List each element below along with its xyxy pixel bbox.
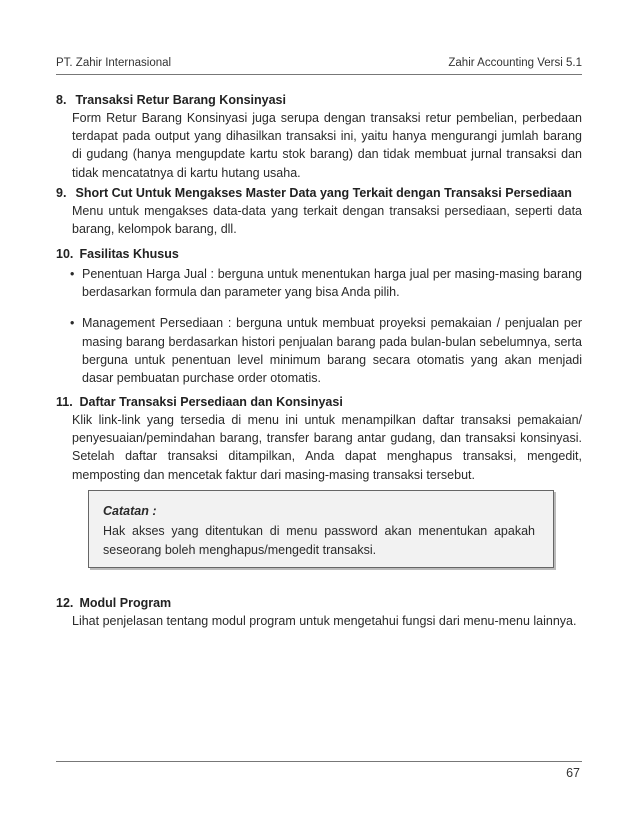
section-number: 11. [56, 395, 73, 409]
note-title: Catatan : [103, 504, 157, 518]
bullet-text: Penentuan Harga Jual : berguna untuk menentukan harga jual per masing-masing barang berdasarkan formula dan parameter yang bisa Anda pilih. [82, 267, 582, 300]
note-body: Hak akses yang ditentukan di menu password akan menentukan apakah seseorang boleh menghapus/mengedit transaksi. [103, 524, 535, 557]
header-divider [56, 74, 582, 75]
section-heading [56, 185, 582, 202]
bullet-item [70, 265, 582, 301]
section-number: 12. [56, 596, 74, 610]
section-title: Transaksi Retur Barang Konsinyasi [75, 93, 286, 107]
section-body: Klik link-link yang tersedia di menu ini untuk menampilkan daftar transaksi pemakaian/ penyesuaian/pemindahan barang, transfer barang antar gudang, dan transaksi konsinyasi. Setelah daftar transaksi ditampilkan, Anda dapat menghapus transaksi, mengedit, memposting dan mencetak faktur dari masing-masing transaksi tersebut. [72, 413, 582, 482]
section-12 [56, 595, 582, 630]
section-heading [56, 246, 582, 263]
header-product: Zahir Accounting Versi 5.1 [448, 57, 582, 69]
section-number: 8. [56, 93, 67, 107]
section-8 [56, 92, 582, 182]
section-number: 10. [56, 247, 74, 261]
bullet-text: Management Persediaan : berguna untuk membuat proyeksi pemakaian / penjualan per masing barang berdasarkan histori penjualan barang pada bulan-bulan sebelumnya, serta berguna untuk penentuan level minimum barang secara otomatis yang akan menjadi dasar pembuatan purchase order otomatis. [82, 316, 582, 386]
bullet-icon: • [70, 316, 75, 331]
section-title: Modul Program [79, 596, 172, 610]
section-body: Lihat penjelasan tentang modul program untuk mengetahui fungsi dari menu-menu lainnya. [72, 614, 577, 628]
section-11 [56, 394, 582, 484]
section-heading [56, 595, 582, 612]
section-title: Short Cut Untuk Mengakses Master Data yang Terkait dengan Transaksi Persediaan [75, 186, 572, 200]
section-9 [56, 185, 582, 238]
section-body: Menu untuk mengakses data-data yang terkait dengan transaksi persediaan, seperti data barang, kelompok barang, dll. [72, 204, 582, 237]
section-title: Fasilitas Khusus [79, 247, 179, 261]
bullet-item [70, 314, 582, 387]
section-body: Form Retur Barang Konsinyasi juga serupa dengan transaksi retur pembelian, perbedaan terdapat pada output yang dihasilkan transaksi ini, yaitu hanya mengurangi jumlah barang di gudang (hanya mengupdate kartu stok barang) dan tidak membuat jurnal transaksi dan tidak mencatatnya di kartu hutang usaha. [72, 111, 582, 180]
section-heading [56, 92, 582, 109]
section-heading [56, 394, 582, 411]
page-number: 67 [566, 766, 580, 780]
bullet-icon: • [70, 267, 75, 281]
section-title: Daftar Transaksi Persediaan dan Konsinyasi [79, 395, 343, 409]
footer-divider [56, 761, 582, 762]
header-company: PT. Zahir Internasional [56, 57, 172, 69]
section-10 [56, 246, 582, 387]
section-number: 9. [56, 186, 67, 200]
note-box [88, 490, 554, 568]
